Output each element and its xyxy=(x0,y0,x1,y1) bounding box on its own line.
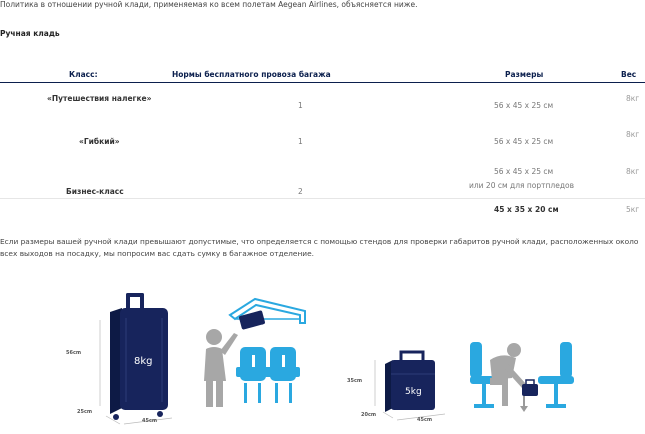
large-suitcase-illustration xyxy=(60,288,180,428)
small-weight-label: 5kg xyxy=(405,387,422,397)
row-class-label: «Путешествия налегке» xyxy=(47,94,152,103)
header-dimensions: Размеры xyxy=(505,70,544,79)
under-seat-illustration xyxy=(468,338,588,418)
row-dimensions: 56 x 45 x 25 см xyxy=(494,137,554,146)
large-height-label: 56cm xyxy=(66,350,82,356)
row-dimensions: 56 x 45 x 25 см xyxy=(494,167,554,176)
section-title: Ручная кладь xyxy=(0,29,60,38)
header-weight: Вес xyxy=(621,70,637,79)
row-class-label: «Гибкий» xyxy=(79,137,120,146)
large-weight-label: 8kg xyxy=(134,356,153,367)
row-dimensions: 56 x 45 x 25 см xyxy=(494,101,554,110)
row-dimensions-second: 45 x 35 x 20 см xyxy=(494,205,559,214)
small-height-label: 35cm xyxy=(347,378,363,384)
table-header xyxy=(0,68,645,83)
small-width-label: 45cm xyxy=(417,417,433,423)
row-dimensions-extra: или 20 см для портпледов xyxy=(469,181,575,190)
overhead-bin-illustration xyxy=(200,295,310,415)
row-allowance: 1 xyxy=(298,101,303,110)
row-weight-second: 5кг xyxy=(626,205,640,214)
header-allowance: Нормы бесплатного провоза багажа xyxy=(172,70,331,79)
overhead-bin-icon xyxy=(200,295,310,415)
small-depth-label: 20cm xyxy=(361,412,377,418)
baggage-table xyxy=(0,68,645,214)
intro-text: Политика в отношении ручной клади, применяемая ко всем полетам Aegean Airlines, объясняется ниже. xyxy=(0,0,418,9)
small-bag-illustration xyxy=(345,340,455,430)
row-divider xyxy=(0,198,645,199)
large-depth-label: 25cm xyxy=(77,409,93,415)
row-weight: 8кг xyxy=(626,94,640,103)
row-weight: 8кг xyxy=(626,167,640,176)
header-class: Класс: xyxy=(69,70,98,79)
under-seat-icon xyxy=(468,338,588,418)
row-allowance: 1 xyxy=(298,137,303,146)
suitcase-icon xyxy=(60,288,180,428)
row-allowance: 2 xyxy=(298,187,303,196)
large-width-label: 45cm xyxy=(142,418,158,424)
row-weight: 8кг xyxy=(626,130,640,139)
row-class-label: Бизнес-класс xyxy=(66,187,124,196)
oversize-note: Если размеры вашей ручной клади превышают допустимые, что определяется с помощью стендов для проверки габаритов ручной клади, расположенных около всех выходов на посадку, мы попросим вас сдать сумку в багажное отделение. xyxy=(0,237,639,258)
